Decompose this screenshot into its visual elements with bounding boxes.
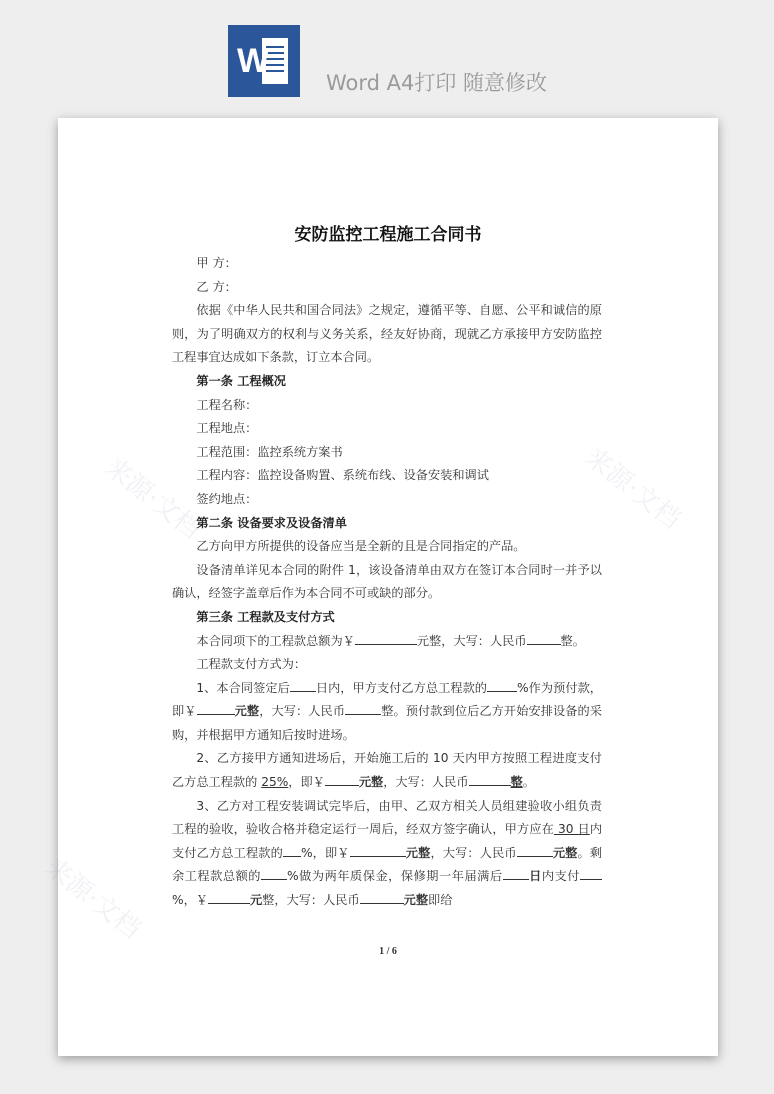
watermark: 来源·文档 xyxy=(39,852,147,945)
document-page xyxy=(39,118,718,1056)
word-icon xyxy=(228,25,300,97)
article-1-title: 第一条 工程概况 xyxy=(196,373,286,388)
project-scope: 工程范围：监控系统方案书 xyxy=(196,444,343,459)
document-title: 安防监控工程施工合同书 xyxy=(294,225,482,245)
project-content: 工程内容：监控设备购置、系统布线、设备安装和调试 xyxy=(196,468,489,483)
watermark: 来源·文档 xyxy=(99,452,207,545)
page-number: 1 / 6 xyxy=(379,946,397,957)
payment-item-2: 2、乙方接甲方通知进场后，开始施工后的 10 天内甲方按照工程进度支付乙方总工程款的 25%，即￥ 元整，大写：人民币 整。 xyxy=(172,751,602,790)
document-body xyxy=(172,252,602,913)
signing-place: 签约地点： xyxy=(196,491,258,506)
project-location: 工程地点： xyxy=(196,421,258,436)
word-icon-letter: W xyxy=(237,42,270,80)
banner xyxy=(0,0,774,118)
banner-text: Word A4打印 随意修改 xyxy=(326,71,548,95)
article-2-para-2: 设备清单详见本合同的附件 1，该设备清单由双方在签订本合同时一并予以确认，经签字盖章后作为本合同不可或缺的部分。 xyxy=(172,562,602,601)
article-3-title: 第三条 工程款及支付方式 xyxy=(196,609,335,624)
party-b: 乙 方： xyxy=(196,279,237,294)
payment-item-3: 3、乙方对工程安装调试完毕后，由甲、乙双方相关人员组建验收小组负责工程的验收，验收合格并稳定运行一周后，经双方签字确认，甲方应在 30 日内支付乙方总工程款的 %，即￥ 元整，大写：人民币 元整。剩余工程款总额的 %做为两年质保金，保修期一年届满后 日内支付%，￥ 元整，大写：人民币 元整即给 xyxy=(172,798,603,908)
project-name: 工程名称： xyxy=(196,397,258,412)
total-price-para: 本合同项下的工程款总额为￥ 元整，大写：人民币 整。 xyxy=(172,630,602,654)
article-2-title: 第二条 设备要求及设备清单 xyxy=(196,515,347,530)
article-2-para-1: 乙方向甲方所提供的设备应当是全新的且是合同指定的产品。 xyxy=(196,539,526,554)
watermark: 来源·文档 xyxy=(579,442,687,535)
preamble: 依据《中华人民共和国合同法》之规定，遵循平等、自愿、公平和诚信的原则，为了明确双方的权利与义务关系，经友好协商，现就乙方承接甲方安防监控工程事宜达成如下条款，订立本合同。 xyxy=(172,303,602,365)
payment-method: 工程款支付方式为： xyxy=(196,657,307,672)
payment-item-1: 1、本合同签定后 日内，甲方支付乙方总工程款的 %作为预付款，即￥ 元整，大写：人民币 整。预付款到位后乙方开始安排设备的采购，并根据甲方通知后按时进场。 xyxy=(172,677,602,748)
party-a: 甲 方： xyxy=(196,256,237,270)
